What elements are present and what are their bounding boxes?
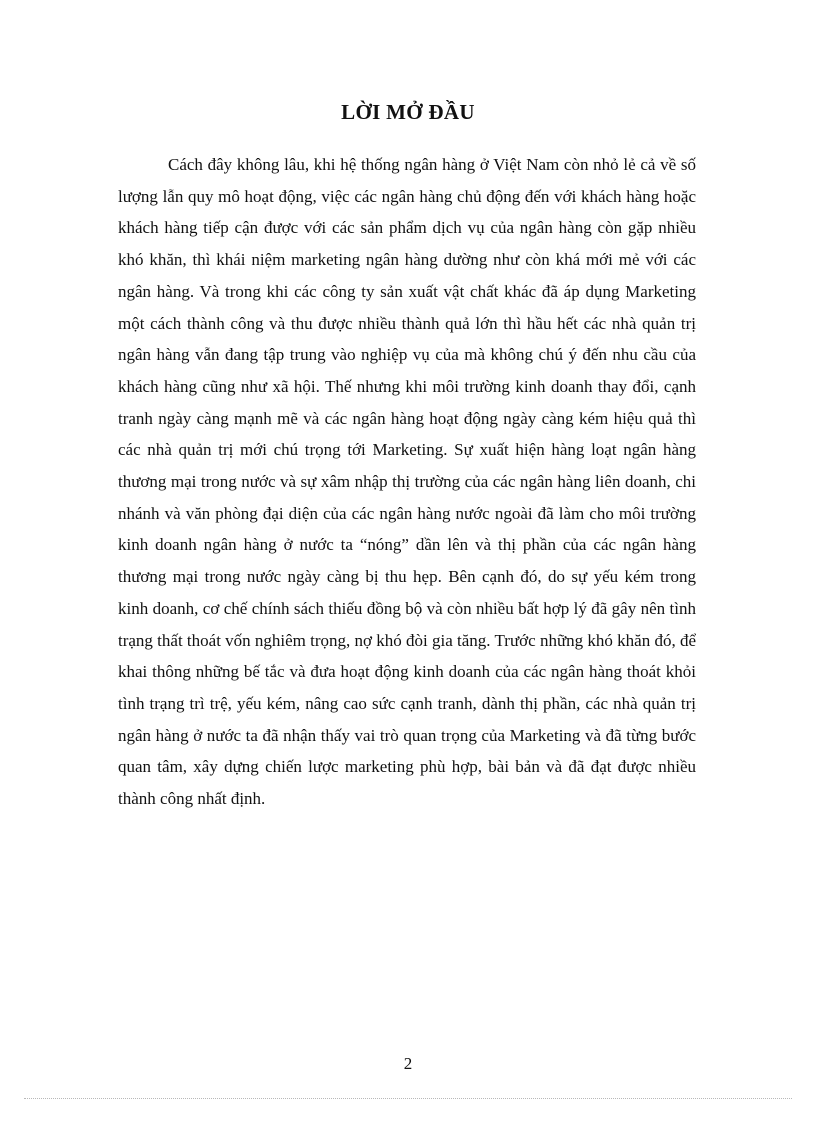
- intro-paragraph: Cách đây không lâu, khi hệ thống ngân hàng ở Việt Nam còn nhỏ lẻ cả về số lượng lẫn quy mô hoạt động, việc các ngân hàng chủ động đến với khách hàng hoặc khách hàng tiếp cận được với các sản phẩm dịch vụ của ngân hàng còn gặp nhiều khó khăn, thì khái niệm marketing ngân hàng dường như còn khá mới mẻ với các ngân hàng. Và trong khi các công ty sản xuất vật chất khác đã áp dụng Marketing một cách thành công và thu được nhiều thành quả lớn thì hầu hết các nhà quản trị ngân hàng vẫn đang tập trung vào nghiệp vụ của mà không chú ý đến nhu cầu của khách hàng cũng như xã hội. Thế nhưng khi môi trường kinh doanh thay đổi, cạnh tranh ngày càng mạnh mẽ và các ngân hàng hoạt động ngày càng kém hiệu quả thì các nhà quản trị mới chú trọng tới Marketing. Sự xuất hiện hàng loạt ngân hàng thương mại trong nước và sự xâm nhập thị trường của các ngân hàng liên doanh, chi nhánh và văn phòng đại diện của các ngân hàng nước ngoài đã làm cho môi trường kinh doanh ngân hàng ở nước ta “nóng” dần lên và thị phần của các ngân hàng thương mại trong nước ngày càng bị thu hẹp. Bên cạnh đó, do sự yếu kém trong kinh doanh, cơ chế chính sách thiếu đồng bộ và còn nhiều bất hợp lý đã gây nên tình trạng thất thoát vốn nghiêm trọng, nợ khó đòi gia tăng. Trước những khó khăn đó, để khai thông những bế tắc và đưa hoạt động kinh doanh của các ngân hàng thoát khỏi tình trạng trì trệ, yếu kém, nâng cao sức cạnh tranh, dành thị phần, các nhà quản trị ngân hàng ở nước ta đã nhận thấy vai trò quan trọng của Marketing và đã từng bước quan tâm, xây dựng chiến lược marketing phù hợp, bài bản và đã đạt được nhiều thành công nhất định.: [118, 155, 696, 809]
- footer-divider: [24, 1098, 792, 1099]
- page-number: 2: [403, 1054, 413, 1073]
- document-title: LỜI MỞ ĐẦU: [341, 100, 475, 124]
